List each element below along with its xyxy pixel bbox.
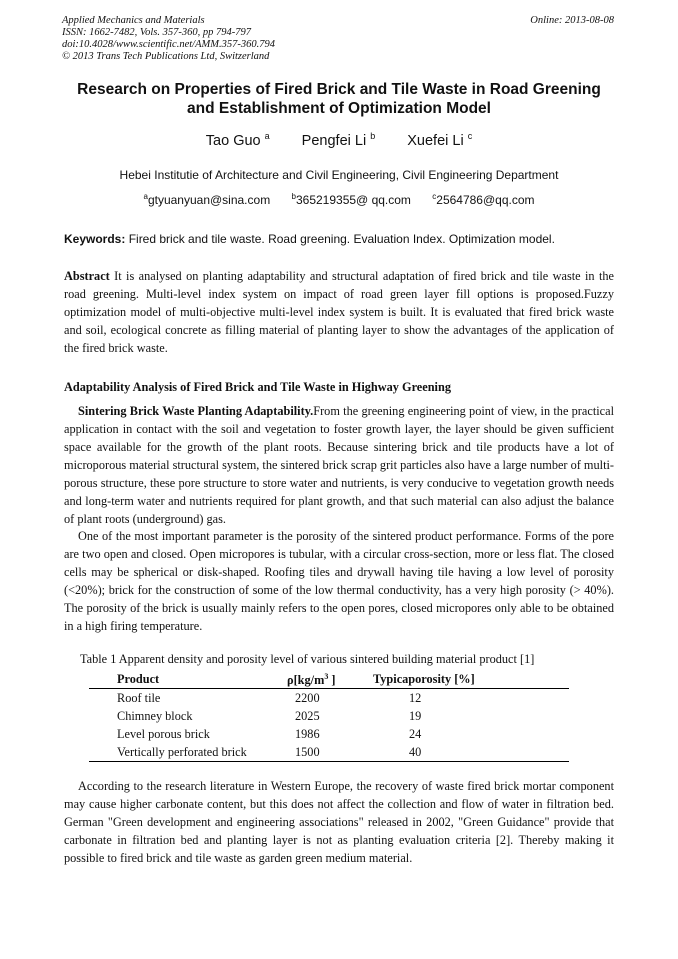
email-3: $^c$2564786@qq.com xyxy=(432,192,535,207)
author-3: Xuefei Li $^c$ xyxy=(407,131,473,149)
col-header-density: $\rho[kg/m^3$ ] xyxy=(287,669,373,689)
author-1: Tao Guo $^a$ xyxy=(205,131,270,149)
keywords-label: Keywords: xyxy=(64,232,126,246)
copyright-line: © 2013 Trans Tech Publications Ltd, Switzerland xyxy=(62,51,270,62)
paragraph-2: One of the most important parameter is the porosity of the sintered product performance. Forms of the pore are two open and closed. Open micropores is tubular, with a circular cross-section, more or less flat. The closed cells may be spherical or disk-shaped. Roofing tiles and drywall having tile having a low level of porosity (<20%); brick for the construction of some of the low thermal conductivity, has a very high porosity (> 40%). The porosity of the brick is usually mainly refers to the open pores, closed micropores only able to be obtained in a high firing temperature. xyxy=(64,529,614,633)
cell-porosity: 19 xyxy=(409,709,422,724)
abstract xyxy=(64,267,614,357)
title-line-1: Research on Properties of Fired Brick and Tile Waste in Road Greening xyxy=(77,81,601,98)
cell-product: Chimney block xyxy=(117,709,193,724)
email-1: $^a$gtyuanyuan@sina.com xyxy=(143,192,271,207)
cell-porosity: 40 xyxy=(373,743,569,762)
cell-density: 1986 xyxy=(295,727,320,742)
abstract-text: It is analysed on planting adaptability and structural adaptation of fired brick and tile waste in the road greening. Multi-level index system on impact of road green layer fill options is proposed.Fuzzy optimization model of multi-objective multi-level index system is built. It is evaluated that fired brick waste and soil, ecological concrete as filling material of planting layer to show the advantages of the application of the fired brick waste. xyxy=(64,269,614,355)
title-line-2: and Establishment of Optimization Model xyxy=(187,100,491,117)
abstract-label: Abstract xyxy=(64,269,110,283)
table-caption: Table 1 Apparent density and porosity level of various sintered building material product [1] xyxy=(80,652,535,666)
density-porosity-table xyxy=(89,669,569,762)
email-2: $^b$365219355@ qq.com xyxy=(291,192,411,207)
keywords-text: Fired brick and tile waste. Road greening. Evaluation Index. Optimization model. xyxy=(125,232,555,246)
affiliation: Hebei Institutie of Architecture and Civil Engineering, Civil Engineering Department xyxy=(119,168,559,182)
section-heading: Adaptability Analysis of Fired Brick and Tile Waste in Highway Greening xyxy=(64,380,451,394)
table-row xyxy=(89,689,569,708)
cell-density: 2200 xyxy=(295,691,320,706)
cell-density: 1500 xyxy=(287,743,373,762)
cell-density: 2025 xyxy=(295,709,320,724)
email-list xyxy=(0,192,678,207)
paragraph-1-text: From the greening engineering point of view, in the practical application in contact with the soil and vegetation to foster growth layer, the layer should be given sufficient space available for the growth of the plant roots. Because sintering brick and tile products have a lot of microporous material structural system, the sintered brick scrap grit particles also have a large number of multi-porous structure, these pore structure to store water and nutrients, is very conducive to vegetation growth needs and long-term water and nutrients required for plant growth, and that such material can also adjust the balance of plant roots (underground) gas. xyxy=(64,404,614,526)
table-row xyxy=(89,707,569,725)
table-header-row xyxy=(89,669,569,689)
col-header-product: Product xyxy=(89,669,287,689)
cell-porosity: 24 xyxy=(409,727,422,742)
cell-product: Level porous brick xyxy=(117,727,210,742)
paper-title xyxy=(40,80,638,118)
author-2: Pengfei Li $^b$ xyxy=(301,131,376,149)
table-row xyxy=(89,743,569,762)
sub-heading: Sintering Brick Waste Planting Adaptability. xyxy=(78,404,314,418)
running-header xyxy=(62,15,614,63)
paragraph-1 xyxy=(64,402,614,528)
cell-product: Roof tile xyxy=(117,691,161,706)
author-list xyxy=(0,131,678,149)
col-header-porosity: Typicaporosity [%] xyxy=(373,669,569,689)
journal-name: Applied Mechanics and Materials xyxy=(62,15,205,26)
cell-product: Vertically perforated brick xyxy=(89,743,287,762)
doi-line: doi:10.4028/www.scientific.net/AMM.357-360.794 xyxy=(62,39,275,50)
table-row xyxy=(89,725,569,743)
cell-porosity: 12 xyxy=(409,691,422,706)
paragraph-3: According to the research literature in Western Europe, the recovery of waste fired brick mortar component may cause higher carbonate content, but this does not affect the collection and flow of water in filtration bed. German "Green development and engineering associations" released in 2002, "Green Guidance" provide that carbonate in filtration bed and planting layer is not as planting evaluation criteria [2]. Thereby making it possible to fired brick and tile waste as garden green medium material. xyxy=(64,779,614,865)
issn-line: ISSN: 1662-7482, Vols. 357-360, pp 794-797 xyxy=(62,27,251,38)
online-date: Online: 2013-08-08 xyxy=(530,15,614,26)
keywords xyxy=(64,232,614,246)
